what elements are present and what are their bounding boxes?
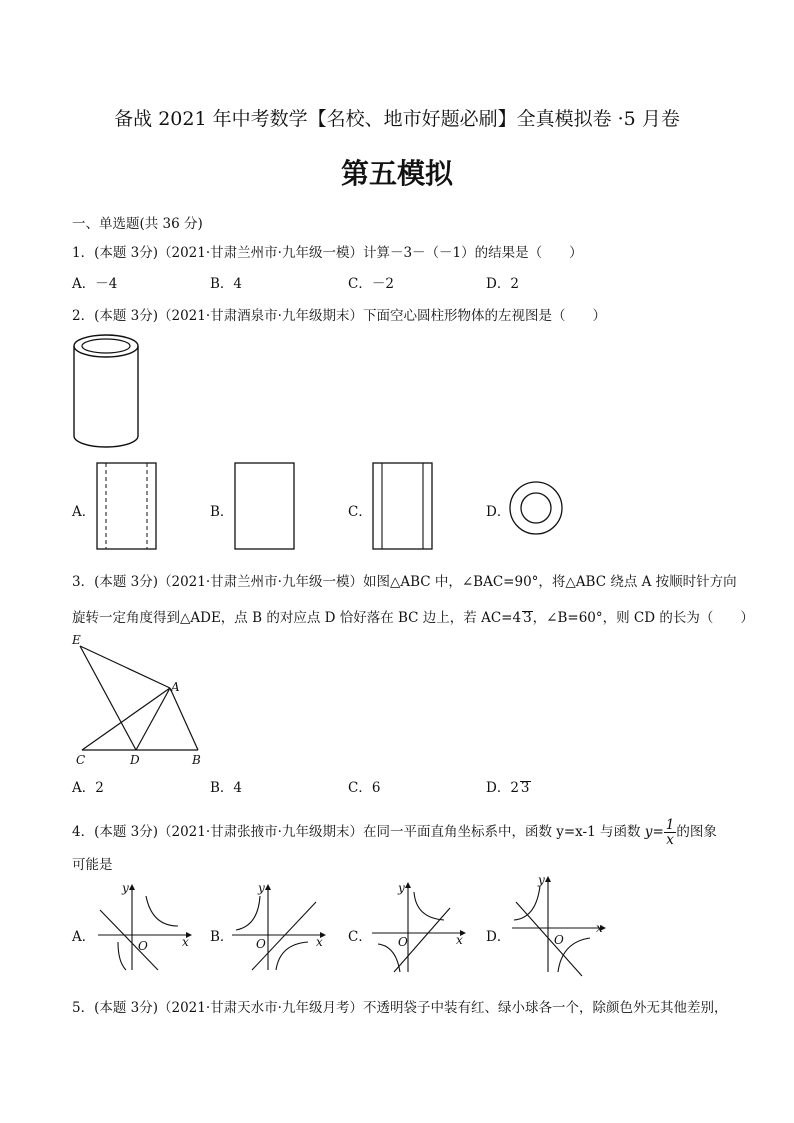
q2-option-b-figure <box>234 462 296 552</box>
q3-option-d <box>486 776 531 796</box>
q4-eq: = <box>652 824 664 840</box>
q3-option-b: B．4 <box>210 780 243 796</box>
q2-stem: 2．(本题 3分)（2021·甘肃酒泉市·九年级期末）下面空心圆柱形物体的左视图是（ ） <box>72 308 606 324</box>
label-c: C <box>76 753 86 767</box>
q2-option-c-figure <box>372 462 434 552</box>
q2-option-a: A． <box>72 504 96 520</box>
q3-triangle-figure <box>70 632 210 768</box>
origin-label: O <box>398 935 408 949</box>
q3-stem-line2 <box>72 606 754 626</box>
axis-y-label: y <box>122 881 129 895</box>
paper-subtitle: 第五模拟 <box>340 157 453 190</box>
q4-option-d-graph <box>508 872 608 978</box>
origin-label: O <box>554 933 564 947</box>
axis-y-label: y <box>398 881 405 895</box>
q3-option-d-prefix: D．2 <box>486 780 519 796</box>
q3-stem-line2-a: 旋转一定角度得到△ADE，点 B 的对应点 D 恰好落在 BC 边上，若 AC=4 <box>72 610 522 626</box>
q3-option-c: C．6 <box>348 780 381 796</box>
q3-option-d-sqrt: 3 <box>520 780 530 796</box>
q3-stem-line1: 3．(本题 3分)（2021·甘肃兰州市·九年级一模）如图△ABC 中，∠BAC=90°，将△ABC 绕点 A 按顺时针方向 <box>72 574 737 590</box>
q4-option-c: C． <box>348 929 372 945</box>
q4-y: y <box>644 824 653 840</box>
hollow-cylinder-figure <box>72 332 142 452</box>
label-e: E <box>72 633 81 647</box>
q2-option-b: B． <box>210 504 234 520</box>
axis-x-label: x <box>456 933 463 947</box>
q1-option-a: A．－4 <box>72 276 118 292</box>
axis-x-label: x <box>182 935 189 949</box>
q4-fraction <box>664 818 677 847</box>
q4-option-b-graph <box>228 880 328 975</box>
q2-option-d-figure <box>508 480 564 536</box>
axis-x-label: x <box>596 921 603 935</box>
q5-stem: 5．(本题 3分)（2021·甘肃天水市·九年级月考）不透明袋子中装有红、绿小球各一个，除颜色外无其他差别， <box>72 1000 728 1016</box>
q2-option-c: C． <box>348 504 372 520</box>
section-heading: 一、单选题(共 36 分) <box>72 216 203 232</box>
q1-stem: 1．(本题 3分)（2021·甘肃兰州市·九年级一模）计算－3－（－1）的结果是（ ） <box>72 245 583 261</box>
q2-option-d: D． <box>486 504 511 520</box>
origin-label: O <box>138 939 148 953</box>
axis-x-label: x <box>316 935 323 949</box>
q2-option-a-figure <box>96 462 158 552</box>
q4-stem-a: 4．(本题 3分)（2021·甘肃张掖市·九年级期末）在同一平面直角坐标系中，函数 y=x-1 与函数 <box>72 824 641 840</box>
label-a: A <box>171 680 180 694</box>
q3-option-a: A．2 <box>72 780 104 796</box>
q3-stem-line2-b: ，∠B=60°，则 CD 的长为（ ） <box>532 610 754 626</box>
q4-option-c-graph <box>368 878 468 976</box>
q4-stem <box>72 818 717 847</box>
q4-frac-den: x <box>666 832 674 848</box>
label-d: D <box>130 753 140 767</box>
q4-stem-line2: 可能是 <box>72 857 113 873</box>
q1-option-b: B．4 <box>210 276 243 292</box>
axis-y-label: y <box>538 873 545 887</box>
q3-sqrt-3: 3 <box>523 610 532 626</box>
q4-option-a-graph <box>94 880 194 975</box>
q4-stem-b: 的图象 <box>676 824 717 840</box>
q1-option-c: C．－2 <box>348 276 394 292</box>
q4-option-a: A． <box>72 929 96 945</box>
label-b: B <box>192 753 201 767</box>
origin-label: O <box>256 937 266 951</box>
q4-option-b: B． <box>210 929 234 945</box>
q4-option-d: D． <box>486 929 511 945</box>
paper-title: 备战 2021 年中考数学【名校、地市好题必刷】全真模拟卷 ·5 月卷 <box>114 108 680 130</box>
q1-option-d: D．2 <box>486 276 519 292</box>
q4-frac-num: 1 <box>665 817 675 833</box>
axis-y-label: y <box>258 881 265 895</box>
